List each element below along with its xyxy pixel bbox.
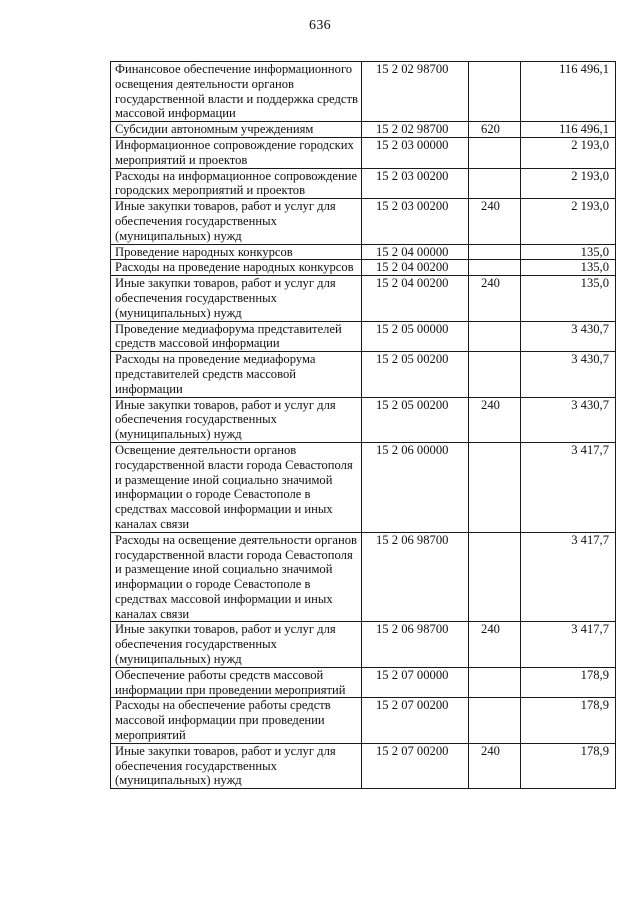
expense-type-cell: 240 — [469, 199, 521, 244]
table-row — [111, 442, 616, 532]
target-article-code-cell: 15 2 07 00000 — [362, 667, 469, 698]
table-row — [111, 260, 616, 276]
amount-cell: 135,0 — [521, 276, 616, 321]
amount-cell: 178,9 — [521, 743, 616, 788]
amount-cell: 178,9 — [521, 667, 616, 698]
expense-type-cell: 240 — [469, 622, 521, 667]
expense-name-cell: Иные закупки товаров, работ и услуг для обеспечения государственных (муниципальных) нужд — [111, 743, 362, 788]
expense-name-cell: Проведение медиафорума представителей средств массовой информации — [111, 321, 362, 352]
expense-type-cell — [469, 321, 521, 352]
target-article-code-cell: 15 2 06 98700 — [362, 622, 469, 667]
expense-name-cell: Освещение деятельности органов государственной власти города Севастополя и размещение иной социально значимой информации о городе Севастополе в средствах массовой информации и иных каналах связи — [111, 442, 362, 532]
table-row — [111, 532, 616, 622]
expense-type-cell — [469, 260, 521, 276]
expense-type-cell — [469, 532, 521, 622]
expense-name-cell: Расходы на освещение деятельности органов государственной власти города Севастополя и размещение иной социально значимой информации о городе Севастополе в средствах массовой информации и иных каналах связи — [111, 532, 362, 622]
table-row — [111, 397, 616, 442]
amount-cell: 178,9 — [521, 698, 616, 743]
amount-cell: 135,0 — [521, 260, 616, 276]
amount-cell: 3 417,7 — [521, 622, 616, 667]
expense-name-cell: Проведение народных конкурсов — [111, 244, 362, 260]
expense-name-cell: Расходы на проведение медиафорума представителей средств массовой информации — [111, 352, 362, 397]
expense-type-cell — [469, 698, 521, 743]
table-row — [111, 244, 616, 260]
table-row — [111, 743, 616, 788]
expense-name-cell: Иные закупки товаров, работ и услуг для обеспечения государственных (муниципальных) нужд — [111, 276, 362, 321]
expense-type-cell — [469, 62, 521, 122]
expense-type-cell — [469, 168, 521, 199]
amount-cell: 3 430,7 — [521, 321, 616, 352]
amount-cell: 2 193,0 — [521, 199, 616, 244]
amount-cell: 2 193,0 — [521, 137, 616, 168]
target-article-code-cell: 15 2 02 98700 — [362, 62, 469, 122]
amount-cell: 3 417,7 — [521, 442, 616, 532]
target-article-code-cell: 15 2 04 00200 — [362, 260, 469, 276]
table-row — [111, 622, 616, 667]
table-row — [111, 667, 616, 698]
table-row — [111, 698, 616, 743]
target-article-code-cell: 15 2 06 98700 — [362, 532, 469, 622]
amount-cell: 116 496,1 — [521, 122, 616, 138]
expense-name-cell: Информационное сопровождение городских мероприятий и проектов — [111, 137, 362, 168]
table-row — [111, 276, 616, 321]
table-row — [111, 137, 616, 168]
expense-type-cell: 240 — [469, 397, 521, 442]
target-article-code-cell: 15 2 02 98700 — [362, 122, 469, 138]
expense-name-cell: Расходы на обеспечение работы средств массовой информации при проведении мероприятий — [111, 698, 362, 743]
expense-name-cell: Иные закупки товаров, работ и услуг для обеспечения государственных (муниципальных) нужд — [111, 397, 362, 442]
amount-cell: 135,0 — [521, 244, 616, 260]
expense-name-cell: Иные закупки товаров, работ и услуг для обеспечения государственных (муниципальных) нужд — [111, 622, 362, 667]
expense-type-cell: 240 — [469, 743, 521, 788]
expense-type-cell — [469, 442, 521, 532]
target-article-code-cell: 15 2 07 00200 — [362, 743, 469, 788]
expense-name-cell: Расходы на проведение народных конкурсов — [111, 260, 362, 276]
target-article-code-cell: 15 2 05 00000 — [362, 321, 469, 352]
table-row — [111, 199, 616, 244]
expense-type-cell — [469, 667, 521, 698]
table-row — [111, 321, 616, 352]
expense-type-cell — [469, 244, 521, 260]
page-number: 636 — [309, 18, 331, 33]
target-article-code-cell: 15 2 03 00000 — [362, 137, 469, 168]
target-article-code-cell: 15 2 05 00200 — [362, 352, 469, 397]
budget-expenditure-table — [110, 61, 616, 789]
amount-cell: 116 496,1 — [521, 62, 616, 122]
table-row — [111, 122, 616, 138]
expense-name-cell: Иные закупки товаров, работ и услуг для обеспечения государственных (муниципальных) нужд — [111, 199, 362, 244]
expense-name-cell: Финансовое обеспечение информационного освещения деятельности органов государственной власти и поддержка средств массовой информации — [111, 62, 362, 122]
expense-name-cell: Расходы на информационное сопровождение городских мероприятий и проектов — [111, 168, 362, 199]
target-article-code-cell: 15 2 07 00200 — [362, 698, 469, 743]
target-article-code-cell: 15 2 03 00200 — [362, 199, 469, 244]
expense-type-cell: 240 — [469, 276, 521, 321]
amount-cell: 2 193,0 — [521, 168, 616, 199]
target-article-code-cell: 15 2 05 00200 — [362, 397, 469, 442]
target-article-code-cell: 15 2 04 00000 — [362, 244, 469, 260]
target-article-code-cell: 15 2 04 00200 — [362, 276, 469, 321]
expense-type-cell: 620 — [469, 122, 521, 138]
expense-name-cell: Обеспечение работы средств массовой информации при проведении мероприятий — [111, 667, 362, 698]
target-article-code-cell: 15 2 06 00000 — [362, 442, 469, 532]
table-row — [111, 352, 616, 397]
table-row — [111, 62, 616, 122]
target-article-code-cell: 15 2 03 00200 — [362, 168, 469, 199]
expense-type-cell — [469, 352, 521, 397]
amount-cell: 3 430,7 — [521, 352, 616, 397]
amount-cell: 3 430,7 — [521, 397, 616, 442]
expense-name-cell: Субсидии автономным учреждениям — [111, 122, 362, 138]
amount-cell: 3 417,7 — [521, 532, 616, 622]
table-row — [111, 168, 616, 199]
expense-type-cell — [469, 137, 521, 168]
